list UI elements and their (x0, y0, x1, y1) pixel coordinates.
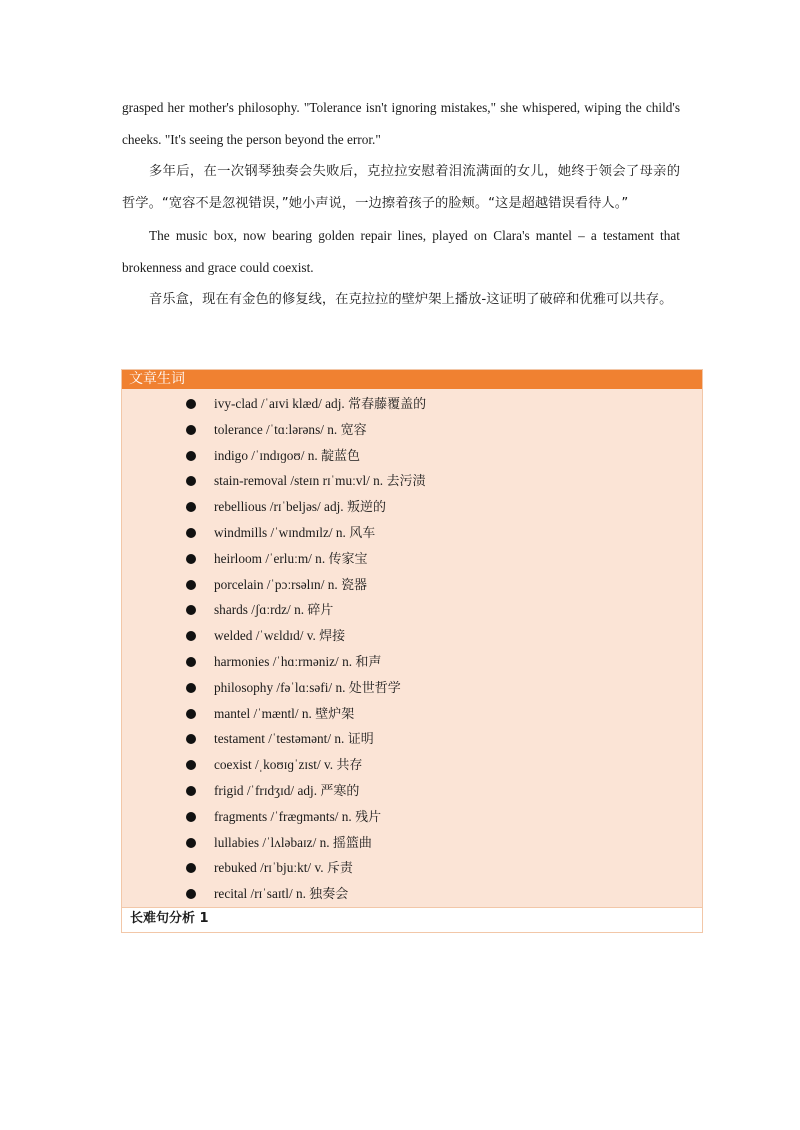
vocab-item (122, 752, 702, 778)
vocab-term: coexist /ˌkoʊɪɡˈzɪst/ v. (214, 757, 334, 773)
vocab-term: windmills /ˈwɪndmɪlz/ n. (214, 524, 346, 540)
vocab-meaning: 独奏会 (309, 887, 349, 903)
vocab-meaning: 宽容 (340, 422, 367, 438)
vocab-item (122, 546, 702, 572)
paragraph-zh-2: 音乐盒，现在有金色的修复线，在克拉拉的壁炉架上播放-这证明了破碎和优雅可以共存。 (149, 292, 673, 307)
vocab-meaning: 去污渍 (386, 474, 426, 490)
bullet-icon (186, 812, 196, 822)
vocab-item (122, 494, 702, 520)
vocab-table (121, 369, 703, 933)
bullet-icon (186, 631, 196, 641)
vocab-item (122, 701, 702, 727)
paragraph-en-1: grasped her mother's philosophy. "Tolerance isn't ignoring mistakes," she whispered, wiping the child's cheeks. "It's seeing the person beyond the error." (122, 100, 680, 147)
vocab-meaning: 残片 (355, 809, 382, 825)
vocab-list (122, 389, 702, 907)
vocab-meaning: 焊接 (319, 629, 346, 645)
vocab-meaning: 斥责 (326, 861, 353, 877)
vocab-term: shards /ʃɑːrdz/ n. (214, 602, 305, 618)
bullet-icon (186, 580, 196, 590)
bullet-icon (186, 889, 196, 899)
vocab-term: ivy-clad /ˈaɪvi klæd/ adj. (214, 396, 345, 411)
vocab-item (122, 881, 702, 907)
vocab-meaning: 壁炉架 (315, 706, 355, 722)
vocab-term: frigid /ˈfrɪdʒɪd/ adj. (214, 782, 318, 798)
vocab-item (122, 597, 702, 623)
bullet-icon (186, 657, 196, 667)
vocab-term: stain-removal /steɪn rɪˈmuːvl/ n. (214, 473, 384, 489)
vocab-item (122, 649, 702, 675)
vocab-term: philosophy /fəˈlɑːsəfi/ n. (214, 679, 346, 695)
bullet-icon (186, 451, 196, 461)
paragraph-en-2: The music box, now bearing golden repair lines, played on Clara's mantel – a testament that brokenness and grace could coexist. (122, 228, 680, 275)
bullet-icon (186, 502, 196, 512)
vocab-meaning: 风车 (349, 525, 376, 541)
vocab-meaning: 处世哲学 (348, 680, 401, 696)
vocab-item (122, 520, 702, 546)
analysis-title: 长难句分析 1 (122, 907, 702, 932)
vocab-meaning: 摇篮曲 (332, 835, 372, 851)
bullet-icon (186, 605, 196, 615)
vocab-item (122, 726, 702, 752)
bullet-icon (186, 683, 196, 693)
vocab-item (122, 468, 702, 494)
vocab-meaning: 碎片 (307, 603, 334, 619)
vocab-meaning: 靛蓝色 (321, 448, 361, 464)
vocab-item (122, 391, 702, 417)
vocab-item (122, 443, 702, 469)
bullet-icon (186, 476, 196, 486)
vocab-term: rebuked /rɪˈbjuːkt/ v. (214, 860, 324, 876)
bullet-icon (186, 838, 196, 848)
vocab-term: welded /ˈwɛldɪd/ v. (214, 628, 316, 644)
vocab-title: 文章生词 (122, 370, 702, 389)
bullet-icon (186, 709, 196, 719)
vocab-meaning: 叛逆的 (346, 500, 386, 516)
vocab-item (122, 830, 702, 856)
vocab-meaning: 严寒的 (320, 783, 360, 799)
article-text (122, 92, 680, 316)
bullet-icon (186, 760, 196, 770)
vocab-term: tolerance /ˈtɑːlərəns/ n. (214, 421, 338, 437)
bullet-icon (186, 863, 196, 873)
vocab-term: mantel /ˈmæntl/ n. (214, 705, 312, 721)
vocab-meaning: 和声 (355, 654, 382, 670)
vocab-item (122, 623, 702, 649)
vocab-meaning: 证明 (347, 732, 374, 748)
bullet-icon (186, 554, 196, 564)
vocab-term: fragments /ˈfræɡmənts/ n. (214, 808, 352, 824)
vocab-meaning: 瓷器 (341, 577, 368, 593)
vocab-item (122, 778, 702, 804)
vocab-meaning: 常春藤覆盖的 (348, 397, 427, 412)
vocab-term: heirloom /ˈerluːm/ n. (214, 550, 326, 566)
bullet-icon (186, 425, 196, 435)
vocab-item (122, 572, 702, 598)
vocab-meaning: 共存 (336, 758, 363, 774)
bullet-icon (186, 734, 196, 744)
vocab-term: indigo /ˈɪndɪɡoʊ/ n. (214, 447, 318, 463)
bullet-icon (186, 399, 196, 409)
vocab-meaning: 传家宝 (328, 551, 368, 567)
bullet-icon (186, 786, 196, 796)
vocab-term: harmonies /ˈhɑːrməniz/ n. (214, 653, 353, 669)
vocab-item (122, 417, 702, 443)
vocab-term: recital /rɪˈsaɪtl/ n. (214, 886, 306, 902)
vocab-term: porcelain /ˈpɔːrsəlɪn/ n. (214, 576, 338, 592)
vocab-item (122, 804, 702, 830)
paragraph-zh-1: 多年后，在一次钢琴独奏会失败后，克拉拉安慰着泪流满面的女儿，她终于领会了母亲的哲学。“宽容不是忽视错误，”她小声说，一边擦着孩子的脸颊。“这是超越错误看待人。” (122, 164, 680, 211)
vocab-term: rebellious /rɪˈbeljəs/ adj. (214, 499, 344, 515)
bullet-icon (186, 528, 196, 538)
vocab-item (122, 675, 702, 701)
vocab-item (122, 855, 702, 881)
vocab-term: lullabies /ˈlʌləbaɪz/ n. (214, 834, 330, 850)
vocab-term: testament /ˈtestəmənt/ n. (214, 731, 345, 747)
